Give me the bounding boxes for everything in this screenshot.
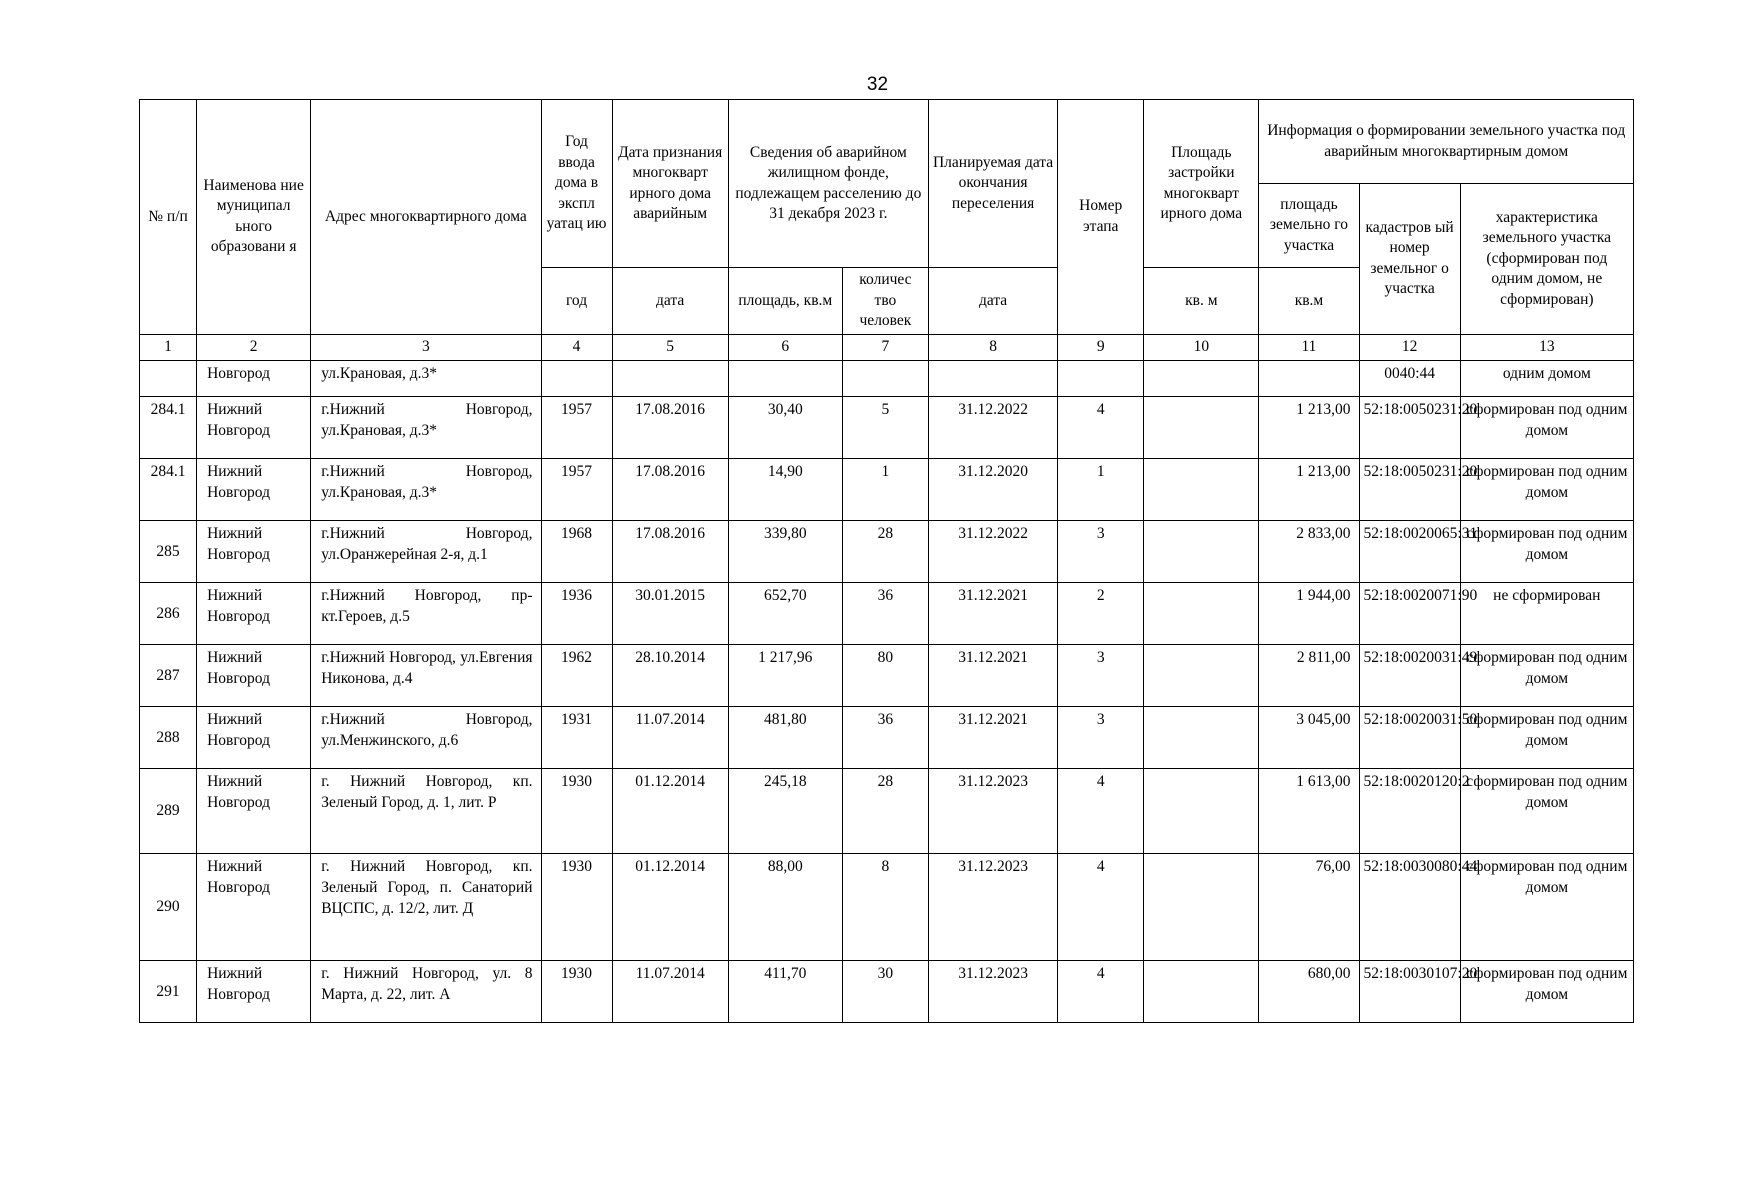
header-recognition-date: Дата признания многокварт ирного дома аварийным bbox=[612, 100, 728, 268]
status-cell: сформирован под одним домом bbox=[1460, 396, 1633, 458]
land-area-cell: 1 613,00 bbox=[1259, 768, 1359, 853]
cadastral-cell: 52:18:0020065:31 bbox=[1359, 520, 1460, 582]
year-cell: 1930 bbox=[541, 960, 612, 1022]
municipality-cell: Новгород bbox=[197, 360, 311, 396]
table-row bbox=[140, 768, 1634, 853]
municipality-cell: Нижний Новгород bbox=[197, 960, 311, 1022]
address-cell: г.Нижний Новгород, ул.Евгения Никонова, д.4 bbox=[311, 644, 541, 706]
table-row bbox=[140, 396, 1634, 458]
table-row-continuation bbox=[140, 360, 1634, 396]
municipality-cell: Нижний Новгород bbox=[197, 706, 311, 768]
stage-cell: 4 bbox=[1058, 396, 1144, 458]
header-planned-date: Планируемая дата окончания переселения bbox=[928, 100, 1057, 268]
table-row bbox=[140, 644, 1634, 706]
land-area-cell: 680,00 bbox=[1259, 960, 1359, 1022]
stage-cell: 3 bbox=[1058, 644, 1144, 706]
municipality-cell: Нижний Новгород bbox=[197, 396, 311, 458]
table-row bbox=[140, 960, 1634, 1022]
table-row bbox=[140, 520, 1634, 582]
stage-cell: 1 bbox=[1058, 458, 1144, 520]
status-cell: сформирован под одним домом bbox=[1460, 768, 1633, 853]
people-cell: 5 bbox=[842, 396, 928, 458]
address-cell: г.Нижний Новгород, ул.Крановая, д.3* bbox=[311, 396, 541, 458]
status-cell: сформирован под одним домом bbox=[1460, 960, 1633, 1022]
column-number: 4 bbox=[541, 334, 612, 360]
municipality-cell: Нижний Новгород bbox=[197, 853, 311, 960]
area-cell: 411,70 bbox=[728, 960, 842, 1022]
municipality-cell: Нижний Новгород bbox=[197, 644, 311, 706]
column-number: 3 bbox=[311, 334, 541, 360]
header-housing-fund: Сведения об аварийном жилищном фонде, подлежащем расселению до 31 декабря 2023 г. bbox=[728, 100, 928, 268]
date-cell: 11.07.2014 bbox=[612, 960, 728, 1022]
stage-cell: 2 bbox=[1058, 582, 1144, 644]
row-number-cell: 284.1 bbox=[140, 458, 197, 520]
area-cell: 652,70 bbox=[728, 582, 842, 644]
year-cell: 1957 bbox=[541, 396, 612, 458]
header-stage: Номер этапа bbox=[1058, 100, 1144, 335]
emergency-housing-table bbox=[139, 99, 1634, 1023]
row-number-cell: 288 bbox=[140, 706, 197, 768]
status-cell: сформирован под одним домом bbox=[1460, 644, 1633, 706]
column-number: 1 bbox=[140, 334, 197, 360]
municipality-cell: Нижний Новгород bbox=[197, 520, 311, 582]
area-cell: 30,40 bbox=[728, 396, 842, 458]
land-area-cell: 76,00 bbox=[1259, 853, 1359, 960]
column-number: 8 bbox=[928, 334, 1057, 360]
build-area-cell bbox=[1144, 768, 1259, 853]
cadastral-cell: 52:18:0050231:20 bbox=[1359, 458, 1460, 520]
year-cell: 1930 bbox=[541, 853, 612, 960]
status-cell: одним домом bbox=[1460, 360, 1633, 396]
unit-land-area: кв.м bbox=[1259, 268, 1359, 335]
header-cadastral: кадастров ый номер земельног о участка bbox=[1359, 184, 1460, 335]
table-row bbox=[140, 582, 1634, 644]
land-area-cell: 3 045,00 bbox=[1259, 706, 1359, 768]
land-area-cell: 1 213,00 bbox=[1259, 396, 1359, 458]
build-area-cell bbox=[1144, 582, 1259, 644]
cadastral-cell: 52:18:0020031:49 bbox=[1359, 644, 1460, 706]
cadastral-cell: 52:18:0020071:90 bbox=[1359, 582, 1460, 644]
table-row bbox=[140, 458, 1634, 520]
column-number: 12 bbox=[1359, 334, 1460, 360]
build-area-cell bbox=[1144, 396, 1259, 458]
table-row bbox=[140, 853, 1634, 960]
cadastral-cell: 52:18:0020031:50 bbox=[1359, 706, 1460, 768]
status-cell: сформирован под одним домом bbox=[1460, 520, 1633, 582]
unit-plan-date: дата bbox=[928, 268, 1057, 335]
header-address: Адрес многоквартирного дома bbox=[311, 100, 541, 335]
cadastral-cell: 52:18:0030107:20 bbox=[1359, 960, 1460, 1022]
people-cell: 80 bbox=[842, 644, 928, 706]
status-cell: сформирован под одним домом bbox=[1460, 853, 1633, 960]
cadastral-cell: 52:18:0030080:44 bbox=[1359, 853, 1460, 960]
header-land-info: Информация о формировании земельного участка под аварийным многоквартирным домом bbox=[1259, 100, 1634, 184]
build-area-cell bbox=[1144, 853, 1259, 960]
unit-year: год bbox=[541, 268, 612, 335]
column-number: 9 bbox=[1058, 334, 1144, 360]
column-number: 10 bbox=[1144, 334, 1259, 360]
column-number: 7 bbox=[842, 334, 928, 360]
column-number: 5 bbox=[612, 334, 728, 360]
status-cell: не сформирован bbox=[1460, 582, 1633, 644]
build-area-cell bbox=[1144, 960, 1259, 1022]
municipality-cell: Нижний Новгород bbox=[197, 582, 311, 644]
stage-cell: 3 bbox=[1058, 706, 1144, 768]
people-cell: 30 bbox=[842, 960, 928, 1022]
unit-area: площадь, кв.м bbox=[728, 268, 842, 335]
row-number-cell: 287 bbox=[140, 644, 197, 706]
area-cell: 339,80 bbox=[728, 520, 842, 582]
date-cell: 11.07.2014 bbox=[612, 706, 728, 768]
build-area-cell bbox=[1144, 644, 1259, 706]
municipality-cell: Нижний Новгород bbox=[197, 458, 311, 520]
year-cell: 1936 bbox=[541, 582, 612, 644]
row-number-cell: 284.1 bbox=[140, 396, 197, 458]
date-cell: 30.01.2015 bbox=[612, 582, 728, 644]
plan-date-cell: 31.12.2022 bbox=[928, 396, 1057, 458]
unit-date: дата bbox=[612, 268, 728, 335]
stage-cell: 3 bbox=[1058, 520, 1144, 582]
land-area-cell: 2 811,00 bbox=[1259, 644, 1359, 706]
column-number: 6 bbox=[728, 334, 842, 360]
address-cell: г.Нижний Новгород, пр-кт.Героев, д.5 bbox=[311, 582, 541, 644]
stage-cell: 4 bbox=[1058, 768, 1144, 853]
build-area-cell bbox=[1144, 520, 1259, 582]
people-cell: 36 bbox=[842, 706, 928, 768]
plan-date-cell: 31.12.2021 bbox=[928, 644, 1057, 706]
address-cell: ул.Крановая, д.3* bbox=[311, 360, 541, 396]
status-cell: сформирован под одним домом bbox=[1460, 458, 1633, 520]
cadastral-cell: 52:18:0050231:20 bbox=[1359, 396, 1460, 458]
area-cell: 481,80 bbox=[728, 706, 842, 768]
people-cell: 36 bbox=[842, 582, 928, 644]
header-build-area: Площадь застройки многокварт ирного дома bbox=[1144, 100, 1259, 268]
header-year: Год ввода дома в экспл уатац ию bbox=[541, 100, 612, 268]
address-cell: г.Нижний Новгород, ул.Оранжерейная 2-я, д.1 bbox=[311, 520, 541, 582]
people-cell: 8 bbox=[842, 853, 928, 960]
address-cell: г. Нижний Новгород, ул. 8 Марта, д. 22, лит. А bbox=[311, 960, 541, 1022]
area-cell: 245,18 bbox=[728, 768, 842, 853]
date-cell: 01.12.2014 bbox=[612, 768, 728, 853]
date-cell: 17.08.2016 bbox=[612, 396, 728, 458]
table-row bbox=[140, 706, 1634, 768]
date-cell: 01.12.2014 bbox=[612, 853, 728, 960]
date-cell: 17.08.2016 bbox=[612, 520, 728, 582]
date-cell: 28.10.2014 bbox=[612, 644, 728, 706]
year-cell: 1957 bbox=[541, 458, 612, 520]
plan-date-cell: 31.12.2021 bbox=[928, 706, 1057, 768]
plan-date-cell: 31.12.2022 bbox=[928, 520, 1057, 582]
header-land-area: площадь земельно го участка bbox=[1259, 184, 1359, 268]
people-cell: 28 bbox=[842, 768, 928, 853]
municipality-cell: Нижний Новгород bbox=[197, 768, 311, 853]
year-cell: 1930 bbox=[541, 768, 612, 853]
plan-date-cell: 31.12.2020 bbox=[928, 458, 1057, 520]
year-cell: 1968 bbox=[541, 520, 612, 582]
row-number-cell: 285 bbox=[140, 520, 197, 582]
area-cell: 88,00 bbox=[728, 853, 842, 960]
stage-cell: 4 bbox=[1058, 960, 1144, 1022]
build-area-cell bbox=[1144, 458, 1259, 520]
cadastral-cell: 0040:44 bbox=[1359, 360, 1460, 396]
people-cell: 28 bbox=[842, 520, 928, 582]
land-area-cell: 1 944,00 bbox=[1259, 582, 1359, 644]
header-municipality: Наименова ние муниципал ьного образовани я bbox=[197, 100, 311, 335]
stage-cell: 4 bbox=[1058, 853, 1144, 960]
address-cell: г. Нижний Новгород, кп. Зеленый Город, д. 1, лит. Р bbox=[311, 768, 541, 853]
plan-date-cell: 31.12.2021 bbox=[928, 582, 1057, 644]
column-number: 13 bbox=[1460, 334, 1633, 360]
address-cell: г.Нижний Новгород, ул.Крановая, д.3* bbox=[311, 458, 541, 520]
row-number-cell: 291 bbox=[140, 960, 197, 1022]
unit-people: количес тво человек bbox=[842, 268, 928, 335]
column-number: 2 bbox=[197, 334, 311, 360]
cadastral-cell: 52:18:0020120:2 bbox=[1359, 768, 1460, 853]
address-cell: г.Нижний Новгород, ул.Менжинского, д.6 bbox=[311, 706, 541, 768]
date-cell: 17.08.2016 bbox=[612, 458, 728, 520]
plan-date-cell: 31.12.2023 bbox=[928, 853, 1057, 960]
land-area-cell: 2 833,00 bbox=[1259, 520, 1359, 582]
people-cell: 1 bbox=[842, 458, 928, 520]
plan-date-cell: 31.12.2023 bbox=[928, 768, 1057, 853]
row-number-cell: 286 bbox=[140, 582, 197, 644]
build-area-cell bbox=[1144, 706, 1259, 768]
row-number-cell: 289 bbox=[140, 768, 197, 853]
page-number: 32 bbox=[866, 74, 889, 95]
column-number: 11 bbox=[1259, 334, 1359, 360]
row-number-cell: 290 bbox=[140, 853, 197, 960]
header-number: № п/п bbox=[140, 100, 197, 335]
status-cell: сформирован под одним домом bbox=[1460, 706, 1633, 768]
header-land-status: характеристика земельного участка (сформирован под одним домом, не сформирован) bbox=[1460, 184, 1633, 335]
area-cell: 1 217,96 bbox=[728, 644, 842, 706]
land-area-cell: 1 213,00 bbox=[1259, 458, 1359, 520]
year-cell: 1931 bbox=[541, 706, 612, 768]
plan-date-cell: 31.12.2023 bbox=[928, 960, 1057, 1022]
unit-build-area: кв. м bbox=[1144, 268, 1259, 335]
address-cell: г. Нижний Новгород, кп. Зеленый Город, п. Санаторий ВЦСПС, д. 12/2, лит. Д bbox=[311, 853, 541, 960]
year-cell: 1962 bbox=[541, 644, 612, 706]
area-cell: 14,90 bbox=[728, 458, 842, 520]
